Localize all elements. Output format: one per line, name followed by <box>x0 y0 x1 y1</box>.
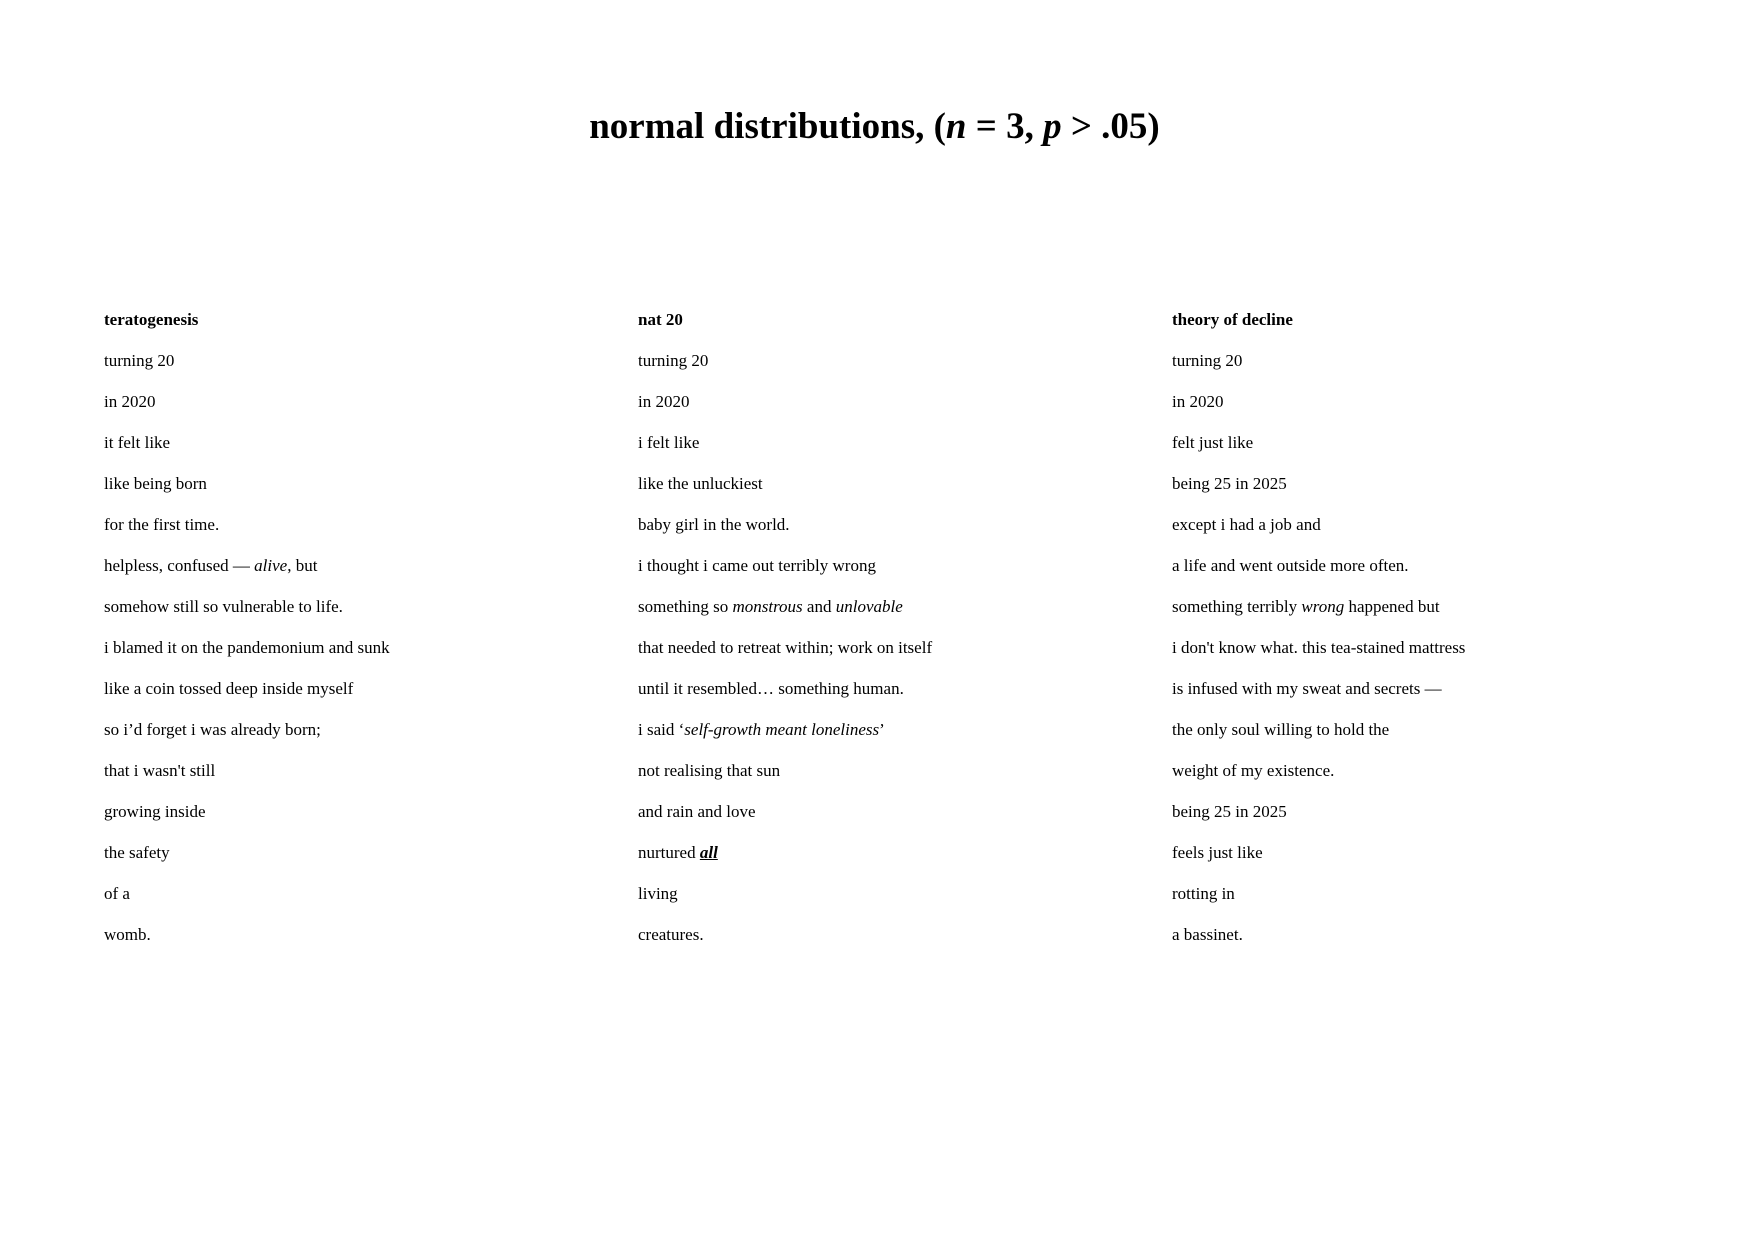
line-text: helpless, confused — <box>104 556 255 575</box>
poem-line: being 25 in 2025 <box>1172 802 1287 821</box>
line-text: ’ <box>879 720 885 739</box>
poem-line: being 25 in 2025 <box>1172 474 1287 493</box>
line-text: something so <box>638 597 733 616</box>
line-text: and <box>802 597 836 616</box>
poem-line <box>104 554 584 595</box>
poem-teratogenesis <box>104 308 584 964</box>
poem-theory-of-decline <box>1172 308 1652 964</box>
poem-line: like being born <box>104 474 207 493</box>
poem-line: in 2020 <box>104 392 156 411</box>
title-text-pre: normal distributions, ( <box>589 106 946 147</box>
poem-line: growing inside <box>104 802 206 821</box>
line-emphasis: alive <box>254 556 288 575</box>
poem-line: it felt like <box>104 433 171 452</box>
poem-line: turning 20 <box>1172 351 1243 370</box>
poem-line: the only soul willing to hold the <box>1172 720 1390 739</box>
poem-line: is infused with my sweat and secrets — <box>1172 679 1442 698</box>
poem-line: turning 20 <box>638 351 709 370</box>
poem-line: the safety <box>104 843 170 862</box>
poem-title: theory of decline <box>1172 310 1293 329</box>
line-text: happened but <box>1344 597 1440 616</box>
poem-line: that i wasn't still <box>104 761 216 780</box>
line-emphasis: unlovable <box>835 597 903 616</box>
document-title <box>0 103 1749 151</box>
poem-line <box>638 718 1118 759</box>
poem-line: feels just like <box>1172 843 1263 862</box>
poem-line: of a <box>104 884 130 903</box>
poem-line: so i’d forget i was already born; <box>104 720 321 739</box>
line-strong-emphasis: all <box>699 843 718 862</box>
poem-line: rotting in <box>1172 884 1235 903</box>
line-emphasis: wrong <box>1301 597 1345 616</box>
poem-line: not realising that sun <box>638 761 781 780</box>
poem-line <box>638 841 1118 882</box>
line-emphasis: monstrous <box>732 597 803 616</box>
poem-line: i felt like <box>638 433 700 452</box>
title-text-post: > .05) <box>1061 106 1160 147</box>
poem-line: baby girl in the world. <box>638 515 790 534</box>
title-var-n: n <box>945 106 967 147</box>
poem-line: like a coin tossed deep inside myself <box>104 679 354 698</box>
poem-line: turning 20 <box>104 351 175 370</box>
poem-line: living <box>638 884 678 903</box>
line-text: , but <box>287 556 318 575</box>
poem-line: i thought i came out terribly wrong <box>638 556 876 575</box>
poem-line: like the unluckiest <box>638 474 763 493</box>
poem-line: a bassinet. <box>1172 925 1243 944</box>
poem-line: for the first time. <box>104 515 220 534</box>
poem-line: a life and went outside more often. <box>1172 556 1409 575</box>
line-text: i said ‘ <box>638 720 685 739</box>
poem-line: weight of my existence. <box>1172 761 1335 780</box>
title-text-mid: = 3, <box>966 106 1044 147</box>
line-text: something terribly <box>1172 597 1302 616</box>
poem-line: i don't know what. this tea-stained mattress <box>1172 638 1466 657</box>
line-text: nurtured <box>638 843 700 862</box>
poem-line: in 2020 <box>638 392 690 411</box>
poem-line: creatures. <box>638 925 704 944</box>
poem-line: that needed to retreat within; work on itself <box>638 638 933 657</box>
poem-line: somehow still so vulnerable to life. <box>104 597 343 616</box>
poem-title: nat 20 <box>638 310 683 329</box>
line-emphasis: self-growth meant loneliness <box>684 720 880 739</box>
poem-line <box>1172 595 1652 636</box>
poem-line: and rain and love <box>638 802 756 821</box>
title-var-p: p <box>1043 106 1062 147</box>
poem-line <box>638 595 1118 636</box>
poem-line: except i had a job and <box>1172 515 1321 534</box>
poem-line: i blamed it on the pandemonium and sunk <box>104 638 390 657</box>
poem-nat-20 <box>638 308 1118 964</box>
poem-title: teratogenesis <box>104 310 199 329</box>
poem-line: womb. <box>104 925 151 944</box>
poem-line: felt just like <box>1172 433 1254 452</box>
poem-line: until it resembled… something human. <box>638 679 904 698</box>
poem-line: in 2020 <box>1172 392 1224 411</box>
